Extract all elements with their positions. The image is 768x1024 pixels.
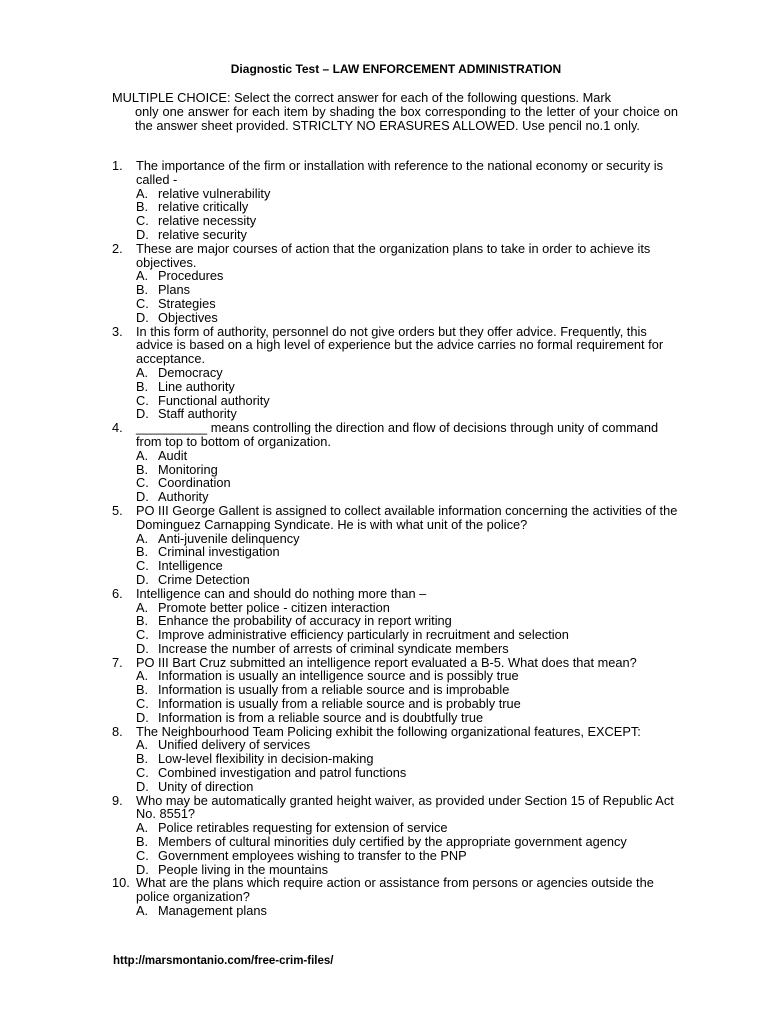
option-letter: C. [136, 847, 149, 863]
option-text: Intelligence [158, 558, 223, 574]
answer-option [112, 214, 687, 228]
answer-option [112, 697, 687, 711]
option-text: Coordination [158, 475, 231, 491]
option-text: relative security [158, 226, 247, 242]
option-letter: D. [136, 489, 149, 505]
answer-option [112, 366, 687, 380]
answer-option [112, 849, 687, 863]
option-letter: B. [136, 682, 149, 698]
answer-option [112, 738, 687, 752]
question-number: 4. [112, 420, 123, 436]
option-text: Combined investigation and patrol functions [158, 765, 407, 781]
question-text: The Neighbourhood Team Policing exhibit the following organizational features, EXCEPT: [136, 723, 641, 739]
answer-option [112, 904, 687, 918]
option-letter: C. [136, 627, 149, 643]
option-text: Authority [158, 489, 209, 505]
question-text: PO III George Gallent is assigned to collect available information concerning the activities of the Dominguez Carnapping Syndicate. He is with what unit of the police? [136, 502, 678, 532]
instructions-first-text: Select the correct answer for each of the following questions. Mark [234, 90, 612, 105]
answer-option [112, 490, 687, 504]
option-letter: D. [136, 778, 149, 794]
question-item [112, 325, 687, 422]
option-text: Line authority [158, 378, 235, 394]
option-letter: B. [136, 199, 149, 215]
option-letter: B. [136, 613, 149, 629]
option-text: Information is usually an intelligence source and is possibly true [158, 668, 519, 684]
question-number: 7. [112, 654, 123, 670]
option-text: Improve administrative efficiency particularly in recruitment and selection [158, 627, 569, 643]
option-text: relative critically [158, 199, 249, 215]
option-letter: D. [136, 709, 149, 725]
option-letter: D. [136, 861, 149, 877]
option-letter: A. [136, 447, 149, 463]
answer-option [112, 669, 687, 683]
option-letter: D. [136, 571, 149, 587]
answer-option [112, 311, 687, 325]
option-letter: B. [136, 544, 149, 560]
option-letter: C. [136, 295, 149, 311]
answer-option [112, 463, 687, 477]
option-text: Anti-juvenile delinquency [158, 530, 300, 546]
question-list [112, 159, 687, 918]
question-item [112, 725, 687, 794]
option-letter: D. [136, 309, 149, 325]
question-item [112, 504, 687, 587]
answer-option [112, 683, 687, 697]
answer-option [112, 407, 687, 421]
option-text: Criminal investigation [158, 544, 280, 560]
answer-option [112, 642, 687, 656]
option-text: Police retirables requesting for extension of service [158, 820, 448, 836]
option-letter: B. [136, 834, 149, 850]
option-letter: C. [136, 765, 149, 781]
option-text: Unified delivery of services [158, 737, 311, 753]
option-text: Information is usually from a reliable source and is improbable [158, 682, 510, 698]
question-number: 6. [112, 585, 123, 601]
option-text: Unity of direction [158, 778, 254, 794]
question-number: 9. [112, 792, 123, 808]
option-text: Crime Detection [158, 571, 250, 587]
option-letter: A. [136, 668, 149, 684]
answer-option [112, 187, 687, 201]
answer-option [112, 476, 687, 490]
option-text: relative vulnerability [158, 185, 271, 201]
answer-option [112, 821, 687, 835]
option-text: Functional authority [158, 392, 270, 408]
instructions-body: only one answer for each item by shading the box corresponding to the letter of your choice on the answer sheet provided. STRICLTY NO ERASURES ALLOWED. Use pencil no.1 only. [135, 103, 678, 133]
answer-option [112, 545, 687, 559]
option-letter: C. [136, 392, 149, 408]
footer-link[interactable]: http://marsmontanio.com/free-crim-files/ [113, 955, 334, 967]
option-text: Management plans [158, 903, 267, 919]
option-text: Procedures [158, 268, 224, 284]
answer-option [112, 200, 687, 214]
option-letter: A. [136, 268, 149, 284]
option-text: Objectives [158, 309, 218, 325]
question-text: What are the plans which require action or assistance from persons or agencies outside the police organization? [136, 875, 654, 905]
answer-option [112, 228, 687, 242]
answer-option [112, 711, 687, 725]
answer-option [112, 380, 687, 394]
question-item [112, 421, 687, 504]
option-text: Strategies [158, 295, 216, 311]
answer-option [112, 394, 687, 408]
answer-option [112, 835, 687, 849]
question-item [112, 242, 687, 325]
option-text: Democracy [158, 364, 223, 380]
option-text: Information is from a reliable source and is doubtfully true [158, 709, 484, 725]
answer-option [112, 780, 687, 794]
answer-option [112, 752, 687, 766]
option-letter: D. [136, 640, 149, 656]
question-text: Intelligence can and should do nothing more than – [136, 585, 427, 601]
option-text: Promote better police - citizen interaction [158, 599, 390, 615]
answer-option [112, 601, 687, 615]
question-item [112, 159, 687, 242]
option-letter: B. [136, 751, 149, 767]
answer-option [112, 269, 687, 283]
answer-option [112, 449, 687, 463]
option-text: Members of cultural minorities duly certified by the appropriate government agency [158, 834, 627, 850]
option-text: Government employees wishing to transfer to the PNP [158, 847, 467, 863]
answer-option [112, 559, 687, 573]
question-text: PO III Bart Cruz submitted an intelligence report evaluated a B-5. What does that mean? [136, 654, 637, 670]
option-text: relative necessity [158, 213, 257, 229]
question-item [112, 794, 687, 877]
option-text: Increase the number of arrests of criminal syndicate members [158, 640, 509, 656]
document-title: Diagnostic Test – LAW ENFORCEMENT ADMINISTRATION [230, 62, 562, 76]
option-text: Low-level flexibility in decision-making [158, 751, 374, 767]
option-text: Audit [158, 447, 188, 463]
answer-option [112, 628, 687, 642]
option-letter: A. [136, 903, 149, 919]
option-letter: D. [136, 406, 149, 422]
option-letter: C. [136, 558, 149, 574]
option-text: Monitoring [158, 461, 218, 477]
option-letter: B. [136, 378, 149, 394]
question-number: 2. [112, 240, 123, 256]
option-letter: A. [136, 599, 149, 615]
question-number: 3. [112, 323, 123, 339]
question-text: Who may be automatically granted height waiver, as provided under Section 15 of Republic Act No. 8551? [136, 792, 674, 822]
question-item [112, 876, 687, 917]
option-text: People living in the mountains [158, 861, 329, 877]
question-number: 10. [112, 875, 130, 891]
answer-option [112, 297, 687, 311]
question-text: The importance of the firm or installation with reference to the national economy or security is called - [136, 158, 664, 187]
question-text: In this form of authority, personnel do not give orders but they offer advice. Frequently, this advice is based on a high level of experience but the advice carries no formal requirement for acceptance. [136, 323, 664, 367]
option-letter: A. [136, 364, 149, 380]
answer-option [112, 532, 687, 546]
option-letter: B. [136, 461, 149, 477]
option-letter: A. [136, 737, 149, 753]
option-letter: C. [136, 696, 149, 712]
option-letter: D. [136, 226, 149, 242]
question-text: __________ means controlling the direction and flow of decisions through unity of command from top to bottom of organization. [136, 420, 659, 449]
answer-option [112, 614, 687, 628]
instructions-label: MULTIPLE CHOICE: [112, 90, 231, 105]
option-text: Staff authority [158, 406, 237, 422]
question-number: 8. [112, 723, 123, 739]
answer-option [112, 573, 687, 587]
instructions [112, 91, 678, 132]
question-text: These are major courses of action that the organization plans to take in order to achieve its objectives. [136, 240, 651, 270]
answer-option [112, 766, 687, 780]
answer-option [112, 863, 687, 877]
answer-option [112, 283, 687, 297]
option-letter: A. [136, 530, 149, 546]
instructions-first-line [112, 91, 678, 105]
question-number: 1. [112, 158, 123, 173]
question-item [112, 587, 687, 656]
question-number: 5. [112, 502, 123, 518]
option-text: Plans [158, 282, 191, 298]
option-text: Enhance the probability of accuracy in report writing [158, 613, 452, 629]
option-text: Information is usually from a reliable source and is probably true [158, 696, 521, 712]
option-letter: A. [136, 185, 149, 201]
option-letter: C. [136, 213, 149, 229]
option-letter: B. [136, 282, 149, 298]
option-letter: A. [136, 820, 149, 836]
option-letter: C. [136, 475, 149, 491]
question-item [112, 656, 687, 725]
